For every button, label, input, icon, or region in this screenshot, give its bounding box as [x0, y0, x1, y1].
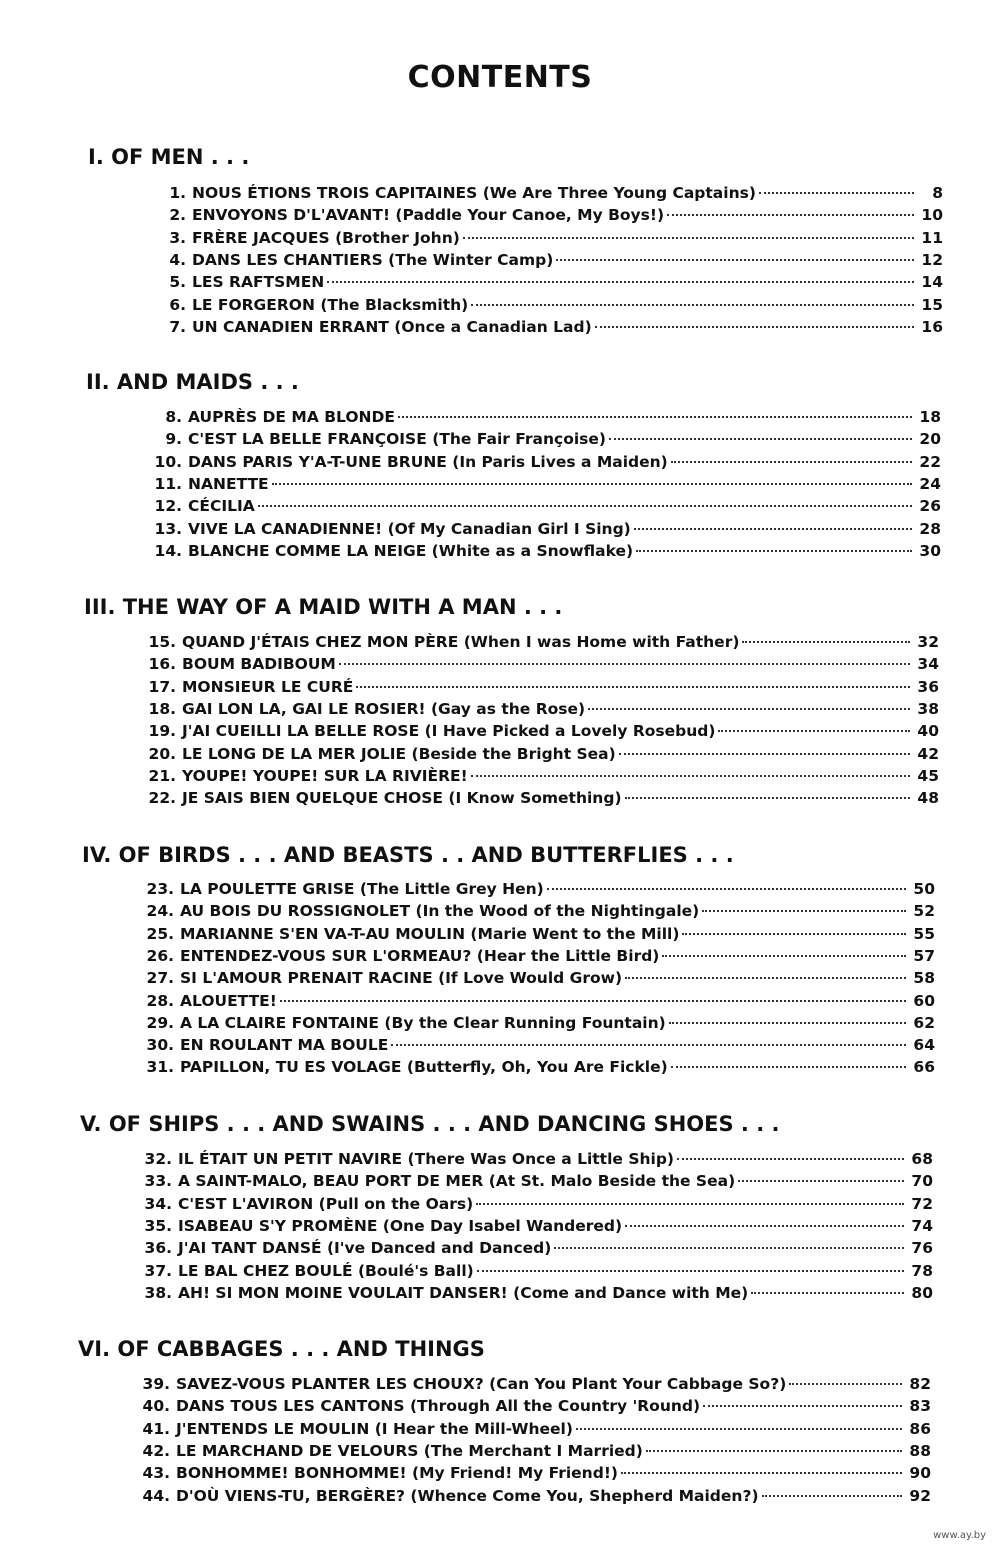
- toc-entry: [136, 1195, 933, 1215]
- dot-leader: [609, 438, 912, 440]
- toc-entry: [134, 1487, 931, 1507]
- entry-title: LE FORGERON (The Blacksmith): [192, 295, 469, 314]
- dot-leader: [703, 1405, 902, 1407]
- entry-page-number: 38: [917, 699, 939, 718]
- entry-number: 39.: [142, 1375, 170, 1393]
- entry-title: DANS TOUS LES CANTONS (Through All the Country 'Round): [176, 1397, 701, 1416]
- entry-number: 34.: [144, 1194, 172, 1213]
- dot-leader: [339, 663, 910, 665]
- toc-entry: [146, 497, 941, 517]
- dot-leader: [476, 1203, 904, 1205]
- dot-leader: [702, 910, 906, 912]
- entry-number: 15.: [148, 633, 176, 651]
- entry-title: BOUM BADIBOUM: [182, 655, 336, 674]
- entry-title: J'AI TANT DANSÉ (I've Danced and Danced): [178, 1239, 552, 1258]
- toc-entry: [146, 542, 941, 562]
- toc-entry: [140, 767, 939, 787]
- section-heading: VI. OF CABBAGES . . . AND THINGS: [78, 1337, 485, 1361]
- entry-page-number: 82: [909, 1375, 931, 1393]
- toc-entry: [150, 296, 943, 316]
- toc-entry: [134, 1464, 931, 1484]
- entry-title: MONSIEUR LE CURÉ: [182, 677, 354, 696]
- entry-title: ALOUETTE!: [180, 991, 277, 1010]
- toc-entry: [146, 453, 941, 473]
- toc-entry: [136, 1217, 933, 1237]
- entry-title: GAI LON LA, GAI LE ROSIER! (Gay as the Rose): [182, 699, 586, 718]
- toc-entry: [134, 1375, 931, 1395]
- dot-leader: [477, 1270, 904, 1272]
- entry-number: 38.: [144, 1283, 172, 1302]
- entry-number: 22.: [148, 789, 176, 808]
- dot-leader: [595, 326, 914, 328]
- toc-entry: [138, 902, 935, 922]
- entry-page-number: 14: [921, 273, 943, 292]
- dot-leader: [636, 550, 912, 552]
- toc-entry: [136, 1284, 933, 1304]
- page-title: CONTENTS: [407, 60, 593, 95]
- entry-page-number: 70: [911, 1172, 933, 1191]
- dot-leader: [682, 933, 906, 935]
- entry-page-number: 16: [921, 317, 943, 336]
- entry-title: FRÈRE JACQUES (Brother John): [192, 228, 460, 247]
- entry-number: 11.: [154, 474, 182, 493]
- entry-page-number: 78: [911, 1261, 933, 1280]
- watermark: www.ay.by: [933, 1530, 986, 1541]
- toc-entry: [150, 184, 943, 204]
- entry-number: 23.: [146, 880, 174, 898]
- entry-page-number: 36: [917, 677, 939, 696]
- entry-page-number: 83: [909, 1397, 931, 1416]
- section-heading: III. THE WAY OF A MAID WITH A MAN . . .: [84, 595, 563, 619]
- toc-entry: [150, 318, 943, 338]
- entry-page-number: 45: [917, 766, 939, 785]
- toc-entry: [134, 1397, 931, 1417]
- entry-title: LE MARCHAND DE VELOURS (The Merchant I Married): [176, 1441, 643, 1460]
- entry-page-number: 57: [913, 946, 935, 965]
- entry-title: A SAINT-MALO, BEAU PORT DE MER (At St. Malo Beside the Sea): [178, 1172, 736, 1191]
- entry-number: 26.: [146, 946, 174, 965]
- toc-entry: [138, 1036, 935, 1056]
- entry-title: A LA CLAIRE FONTAINE (By the Clear Running Fountain): [180, 1013, 666, 1032]
- dot-leader: [588, 708, 910, 710]
- entry-page-number: 15: [921, 295, 943, 314]
- entry-number: 29.: [146, 1013, 174, 1032]
- entry-page-number: 72: [911, 1194, 933, 1213]
- entry-title: AU BOIS DU ROSSIGNOLET (In the Wood of the Nightingale): [180, 902, 700, 921]
- entry-title: IL ÉTAIT UN PETIT NAVIRE (There Was Once a Little Ship): [178, 1150, 675, 1168]
- dot-leader: [738, 1180, 904, 1182]
- toc-entry: [150, 206, 943, 226]
- entry-number: 21.: [148, 766, 176, 785]
- toc-entry: [146, 475, 941, 495]
- entry-page-number: 86: [909, 1419, 931, 1438]
- entry-title: SI L'AMOUR PRENAIT RACINE (If Love Would Grow): [180, 969, 623, 988]
- entry-page-number: 30: [919, 541, 941, 560]
- dot-leader: [576, 1428, 902, 1430]
- toc-entry: [140, 633, 939, 653]
- entry-page-number: 92: [909, 1486, 931, 1505]
- entry-number: 43.: [142, 1464, 170, 1483]
- entry-page-number: 8: [932, 184, 943, 202]
- toc-entry: [138, 1014, 935, 1034]
- dot-leader: [634, 528, 912, 530]
- dot-leader: [625, 797, 910, 799]
- dot-leader: [619, 753, 910, 755]
- entry-page-number: 28: [919, 519, 941, 538]
- dot-leader: [669, 1022, 906, 1024]
- entry-title: PAPILLON, TU ES VOLAGE (Butterfly, Oh, You Are Fickle): [180, 1058, 668, 1077]
- dot-leader: [646, 1450, 902, 1452]
- toc-entry: [146, 408, 941, 428]
- dot-leader: [621, 1472, 902, 1474]
- entry-title: LES RAFTSMEN: [192, 273, 325, 292]
- entry-number: 44.: [142, 1486, 170, 1505]
- dot-leader: [398, 416, 912, 418]
- dot-leader: [258, 505, 912, 507]
- entry-title: C'EST LA BELLE FRANÇOISE (The Fair Françoise): [188, 430, 607, 449]
- dot-leader: [272, 483, 912, 485]
- entry-page-number: 20: [919, 430, 941, 449]
- entry-title: AH! SI MON MOINE VOULAIT DANSER! (Come and Dance with Me): [178, 1283, 749, 1302]
- toc-entry: [136, 1239, 933, 1259]
- entry-number: 31.: [146, 1058, 174, 1077]
- dot-leader: [547, 888, 906, 890]
- entry-number: 6.: [169, 295, 186, 314]
- entry-page-number: 12: [921, 250, 943, 269]
- entry-title: DANS LES CHANTIERS (The Winter Camp): [192, 250, 554, 269]
- entry-number: 40.: [142, 1397, 170, 1416]
- entry-number: 17.: [148, 677, 176, 696]
- entry-page-number: 60: [913, 991, 935, 1010]
- entry-number: 9.: [165, 430, 182, 449]
- entry-number: 28.: [146, 991, 174, 1010]
- dot-leader: [471, 304, 914, 306]
- toc-entry: [140, 745, 939, 765]
- dot-leader: [662, 955, 906, 957]
- entry-page-number: 34: [917, 655, 939, 674]
- entry-page-number: 64: [913, 1036, 935, 1055]
- entry-title: QUAND J'ÉTAIS CHEZ MON PÈRE (When I was Home with Father): [182, 633, 740, 651]
- dot-leader: [671, 461, 912, 463]
- entry-page-number: 52: [913, 902, 935, 921]
- dot-leader: [671, 1066, 906, 1068]
- entry-number: 7.: [169, 317, 186, 336]
- toc-entry: [138, 947, 935, 967]
- entry-title: ISABEAU S'Y PROMÈNE (One Day Isabel Wandered): [178, 1216, 623, 1235]
- entry-number: 16.: [148, 655, 176, 674]
- entry-page-number: 50: [913, 880, 935, 898]
- toc-entry: [146, 430, 941, 450]
- entry-page-number: 58: [913, 969, 935, 988]
- entry-page-number: 48: [917, 789, 939, 808]
- dot-leader: [667, 214, 914, 216]
- entry-page-number: 76: [911, 1239, 933, 1258]
- entry-number: 8.: [165, 408, 182, 426]
- entry-number: 41.: [142, 1419, 170, 1438]
- entry-page-number: 24: [919, 474, 941, 493]
- entry-title: AUPRÈS DE MA BLONDE: [188, 408, 395, 426]
- entry-page-number: 74: [911, 1216, 933, 1235]
- entry-title: D'OÙ VIENS-TU, BERGÈRE? (Whence Come You, Shepherd Maiden?): [176, 1486, 759, 1505]
- toc-entry: [138, 969, 935, 989]
- toc-entry: [150, 251, 943, 271]
- entry-page-number: 40: [917, 722, 939, 741]
- dot-leader: [625, 977, 906, 979]
- entry-number: 2.: [169, 206, 186, 225]
- entry-page-number: 62: [913, 1013, 935, 1032]
- toc-entry: [140, 789, 939, 809]
- toc-entry: [140, 700, 939, 720]
- section-heading: V. OF SHIPS . . . AND SWAINS . . . AND DANCING SHOES . . .: [80, 1112, 780, 1136]
- entry-page-number: 42: [917, 744, 939, 763]
- dot-leader: [556, 259, 914, 261]
- toc-entry: [138, 1058, 935, 1078]
- toc-entry: [138, 992, 935, 1012]
- dot-leader: [625, 1225, 904, 1227]
- dot-leader: [759, 192, 914, 194]
- entry-title: EN ROULANT MA BOULE: [180, 1036, 389, 1055]
- entry-number: 14.: [154, 541, 182, 560]
- dot-leader: [471, 775, 910, 777]
- toc-entry: [134, 1420, 931, 1440]
- entry-number: 5.: [169, 273, 186, 292]
- entry-number: 36.: [144, 1239, 172, 1258]
- entry-number: 33.: [144, 1172, 172, 1191]
- entry-title: NANETTE: [188, 474, 269, 493]
- dot-leader: [677, 1158, 904, 1160]
- entry-title: CÉCILIA: [188, 497, 255, 516]
- entry-number: 3.: [169, 228, 186, 247]
- entry-number: 10.: [154, 452, 182, 471]
- entry-number: 37.: [144, 1261, 172, 1280]
- entry-page-number: 32: [917, 633, 939, 651]
- entry-title: LE LONG DE LA MER JOLIE (Beside the Bright Sea): [182, 744, 616, 763]
- entry-page-number: 22: [919, 452, 941, 471]
- section-heading: II. AND MAIDS . . .: [86, 370, 299, 394]
- entry-title: ENTENDEZ-VOUS SUR L'ORMEAU? (Hear the Little Bird): [180, 946, 660, 965]
- toc-entry: [146, 520, 941, 540]
- toc-entry: [138, 880, 935, 900]
- entry-number: 30.: [146, 1036, 174, 1055]
- entry-page-number: 66: [913, 1058, 935, 1077]
- dot-leader: [391, 1044, 906, 1046]
- toc-entry: [140, 722, 939, 742]
- entry-title: MARIANNE S'EN VA-T-AU MOULIN (Marie Went to the Mill): [180, 924, 680, 943]
- dot-leader: [789, 1383, 902, 1385]
- entry-title: LA POULETTE GRISE (The Little Grey Hen): [180, 880, 544, 898]
- entry-number: 24.: [146, 902, 174, 921]
- dot-leader: [762, 1495, 902, 1497]
- entry-page-number: 90: [909, 1464, 931, 1483]
- entry-page-number: 68: [911, 1150, 933, 1168]
- section-heading: IV. OF BIRDS . . . AND BEASTS . . AND BUTTERFLIES . . .: [82, 843, 734, 867]
- dot-leader: [280, 1000, 906, 1002]
- entry-number: 35.: [144, 1216, 172, 1235]
- entry-number: 18.: [148, 699, 176, 718]
- section-heading: I. OF MEN . . .: [88, 145, 250, 169]
- dot-leader: [327, 281, 914, 283]
- entry-number: 20.: [148, 744, 176, 763]
- entry-number: 13.: [154, 519, 182, 538]
- dot-leader: [554, 1247, 904, 1249]
- entry-number: 1.: [169, 184, 186, 202]
- entry-title: BONHOMME! BONHOMME! (My Friend! My Friend!): [176, 1464, 618, 1483]
- toc-entry: [136, 1172, 933, 1192]
- dot-leader: [751, 1292, 904, 1294]
- entry-number: 19.: [148, 722, 176, 741]
- entry-title: YOUPE! YOUPE! SUR LA RIVIÈRE!: [182, 766, 468, 785]
- dot-leader: [356, 686, 910, 688]
- entry-title: SAVEZ-VOUS PLANTER LES CHOUX? (Can You Plant Your Cabbage So?): [176, 1375, 787, 1393]
- toc-entry: [134, 1442, 931, 1462]
- entry-title: ENVOYONS D'L'AVANT! (Paddle Your Canoe, My Boys!): [192, 206, 665, 225]
- toc-entry: [136, 1150, 933, 1170]
- entry-page-number: 18: [919, 408, 941, 426]
- entry-page-number: 55: [913, 924, 935, 943]
- toc-entry: [140, 655, 939, 675]
- toc-entry: [140, 678, 939, 698]
- entry-title: LE BAL CHEZ BOULÉ (Boulé's Ball): [178, 1261, 474, 1280]
- dot-leader: [463, 237, 914, 239]
- entry-title: J'ENTENDS LE MOULIN (I Hear the Mill-Wheel): [176, 1419, 573, 1438]
- entry-title: VIVE LA CANADIENNE! (Of My Canadian Girl I Sing): [188, 519, 631, 538]
- entry-title: BLANCHE COMME LA NEIGE (White as a Snowflake): [188, 541, 634, 560]
- toc-entry: [136, 1262, 933, 1282]
- entry-page-number: 80: [911, 1283, 933, 1302]
- entry-number: 42.: [142, 1441, 170, 1460]
- toc-entry: [138, 925, 935, 945]
- entry-number: 25.: [146, 924, 174, 943]
- entry-title: C'EST L'AVIRON (Pull on the Oars): [178, 1194, 474, 1213]
- entry-number: 27.: [146, 969, 174, 988]
- entry-title: NOUS ÉTIONS TROIS CAPITAINES (We Are Three Young Captains): [192, 184, 756, 202]
- entry-number: 12.: [154, 497, 182, 516]
- entry-title: J'AI CUEILLI LA BELLE ROSE (I Have Picked a Lovely Rosebud): [182, 722, 716, 741]
- entry-number: 32.: [144, 1150, 172, 1168]
- entry-page-number: 88: [909, 1441, 931, 1460]
- entry-title: JE SAIS BIEN QUELQUE CHOSE (I Know Something): [182, 789, 622, 808]
- dot-leader: [742, 641, 910, 643]
- entry-number: 4.: [169, 250, 186, 269]
- toc-entry: [150, 273, 943, 293]
- entry-page-number: 26: [919, 497, 941, 516]
- entry-page-number: 11: [921, 228, 943, 247]
- entry-page-number: 10: [921, 206, 943, 225]
- toc-entry: [150, 229, 943, 249]
- dot-leader: [718, 730, 910, 732]
- entry-title: DANS PARIS Y'A-T-UNE BRUNE (In Paris Lives a Maiden): [188, 452, 668, 471]
- entry-title: UN CANADIEN ERRANT (Once a Canadian Lad): [192, 317, 592, 336]
